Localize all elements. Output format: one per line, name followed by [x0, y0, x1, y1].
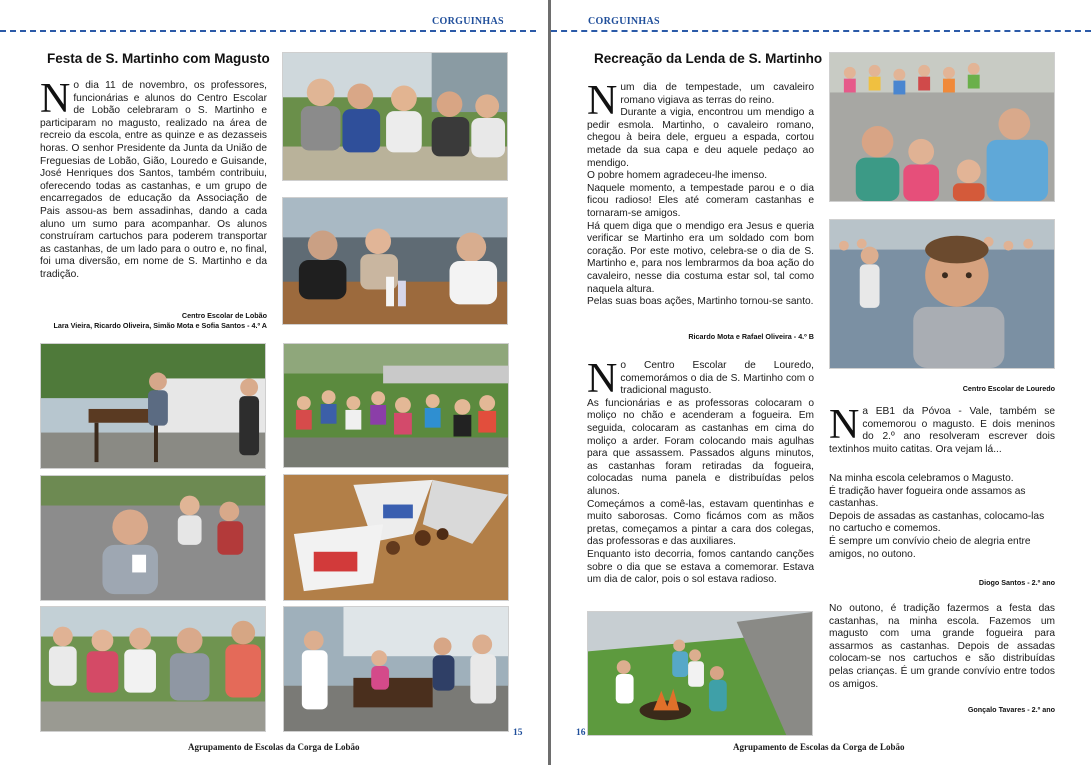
header-rule	[0, 30, 536, 32]
louredo-paragraph: Enquanto isto decorria, fomos cantando canções sobre o dia que se estava a comemorar. Estava um dia de calor, pois o sol estava radioso.	[587, 548, 814, 586]
magazine-title-right: CORGUINHAS	[588, 16, 660, 27]
right-page	[551, 0, 1091, 765]
article-credit	[40, 311, 267, 331]
credit-authors: Lara Vieira, Ricardo Oliveira, Simão Mota e Sofia Santos - 4.º A	[53, 321, 267, 330]
legend-body	[587, 78, 814, 309]
boy-close-up-photo	[829, 219, 1055, 369]
povoa-intro-text: a EB1 da Póvoa - Vale, também se comemorou o magusto. E dois meninos do 2.º ano resolveram escrever dois textinhos muito catitas. Ora vejam lá...	[829, 406, 1055, 455]
povoa-intro	[829, 402, 1055, 456]
povoa-text-1	[829, 473, 1055, 561]
legend-paragraph: Naquele momento, a tempestade parou e o dia ficou radioso! Eles até comeram castanhas e tornaram-se amigos.	[587, 182, 814, 219]
article-title: Festa de S. Martinho com Magusto	[47, 51, 270, 66]
legend-paragraph: Há quem diga que o mendigo era Jesus e queria verificar se Martinho era um soldado com bom coração. Por este motivo, celebra-se o dia de S. Martinho e, para nos lembrarmos da boa ação do cavaleiro, nesse dia costuma estar sol, tal como naquela altura.	[587, 220, 814, 295]
page-number: 15	[513, 728, 523, 738]
louredo-paragraph: As funcionárias e as professoras colocaram o moliço no chão e acenderam a fogueira. Em seguida, colocaram as castanhas em cima do moliço a arder. Foram colocando mais agulhas para que assassem. Passados alguns minutos, as castanhas foram retiradas da fogueira, colocadas numa panela e distribuídas pelos alunos.	[587, 397, 814, 497]
footer-school-right: Agrupamento de Escolas da Corga de Lobão	[733, 742, 905, 752]
header-rule-right	[551, 30, 1091, 32]
legend-paragraph: Durante a vigia, encontrou um mendigo a pedir esmola. Martinho, o cavaleiro romano, chegou à beira dele, ergueu a espada, cortou metade da sua capa e deu aquele pedaço ao mendigo.	[587, 107, 814, 169]
legend-credit: Ricardo Mota e Rafael Oliveira - 4.º B	[688, 332, 814, 341]
pupils-sitting-on-grass-photo	[283, 343, 509, 468]
boy-eating-chestnuts-photo	[40, 475, 266, 601]
legend-paragraph: Pelas suas boas ações, Martinho tornou-se santo.	[587, 296, 814, 308]
footer-school: Agrupamento de Escolas da Corga de Lobão	[188, 742, 360, 752]
povoa-credit-1: Diogo Santos - 2.º ano	[978, 578, 1055, 587]
roasting-grill-photo	[40, 343, 266, 469]
children-eating-chestnuts-photo	[282, 52, 508, 181]
page-number-right: 16	[576, 728, 586, 738]
legend-first-paragraph	[587, 78, 814, 124]
paper-cones-chestnuts-photo	[283, 474, 509, 601]
article-text: o dia 11 de novembro, os professores, funcionárias e alunos do Centro Escolar de Lobão celebraram o S. Martinho e participaram no magusto, realizado na área de recreio da escola, entre as quinze e as dezasseis horas. O senhor Presidente da Junta da União de Freguesias de Lobão, Gião, Louredo e Guisande, José Henriques dos Santos, também contribuiu, oferecendo todas as castanhas, e um grupo de encarregados de educação da Associação de Pais assou-as bem assadinhas, dando a cada aluno um sumo para acompanhar. Os alunos construíram cartuchos para poderem transportar as castanhas, de um lado para o outro e, no final, foi uma diversão, em nome de S. Martinho e da tradição.	[40, 80, 267, 280]
louredo-credit: Centro Escolar de Louredo	[962, 384, 1055, 393]
louredo-body	[587, 356, 814, 587]
povoa-dropcap: N	[829, 402, 860, 448]
parents-at-table-photo	[282, 197, 508, 325]
dropcap: N	[40, 76, 71, 122]
povoa-text-1-line: Depois de assadas as castanhas, colocamo-las no cartucho e comemos.	[829, 510, 1045, 535]
bonfire-outside-school-photo	[283, 606, 509, 732]
louredo-first-paragraph	[587, 356, 814, 402]
legend-paragraph: O pobre homem agradeceu-lhe imenso.	[587, 170, 768, 182]
louredo-first-text: o Centro Escolar de Louredo, comemorámos o dia de S. Martinho com o tradicional magusto.	[620, 360, 814, 397]
girls-on-bench-photo	[40, 606, 266, 732]
children-with-faces-painted-photo	[829, 52, 1055, 202]
credit-school: Centro Escolar de Lobão	[181, 311, 267, 320]
louredo-paragraph: Começámos a comê-las, estavam quentinhas e muito saborosas. Como ficámos com as mãos pretas, começamos a pintar a cara dos colegas, das professoras e das auxiliares.	[587, 498, 814, 548]
bonfire-on-lawn-photo	[587, 611, 813, 736]
magazine-title: CORGUINHAS	[432, 16, 504, 27]
povoa-text-1-line: É tradição haver fogueira onde assamos as castanhas.	[829, 485, 1026, 510]
legend-title: Recreação da Lenda de S. Martinho	[594, 51, 823, 66]
article-body	[40, 76, 267, 282]
povoa-text-1-line: É sempre um convívio cheio de alegria entre amigos, no outono.	[829, 535, 1031, 560]
povoa-text-2: No outono, é tradição fazermos a festa das castanhas, na minha escola. Fazemos um magusto com uma grande fogueira para assarmos as castanhas. Depois de assadas colocam-se nos cartuchos e são distribuídas pelas crianças. É um grande convívio entre todos os amigos.	[829, 603, 1055, 690]
legend-dropcap: N	[587, 78, 618, 124]
povoa-text-1-line: Na minha escola celebramos o Magusto.	[829, 473, 1014, 484]
legend-first-text: um dia de tempestade, um cavaleiro romano vigiava as terras do reino.	[620, 82, 814, 106]
povoa-credit-2: Gonçalo Tavares - 2.º ano	[967, 705, 1055, 714]
louredo-dropcap: N	[587, 356, 618, 402]
